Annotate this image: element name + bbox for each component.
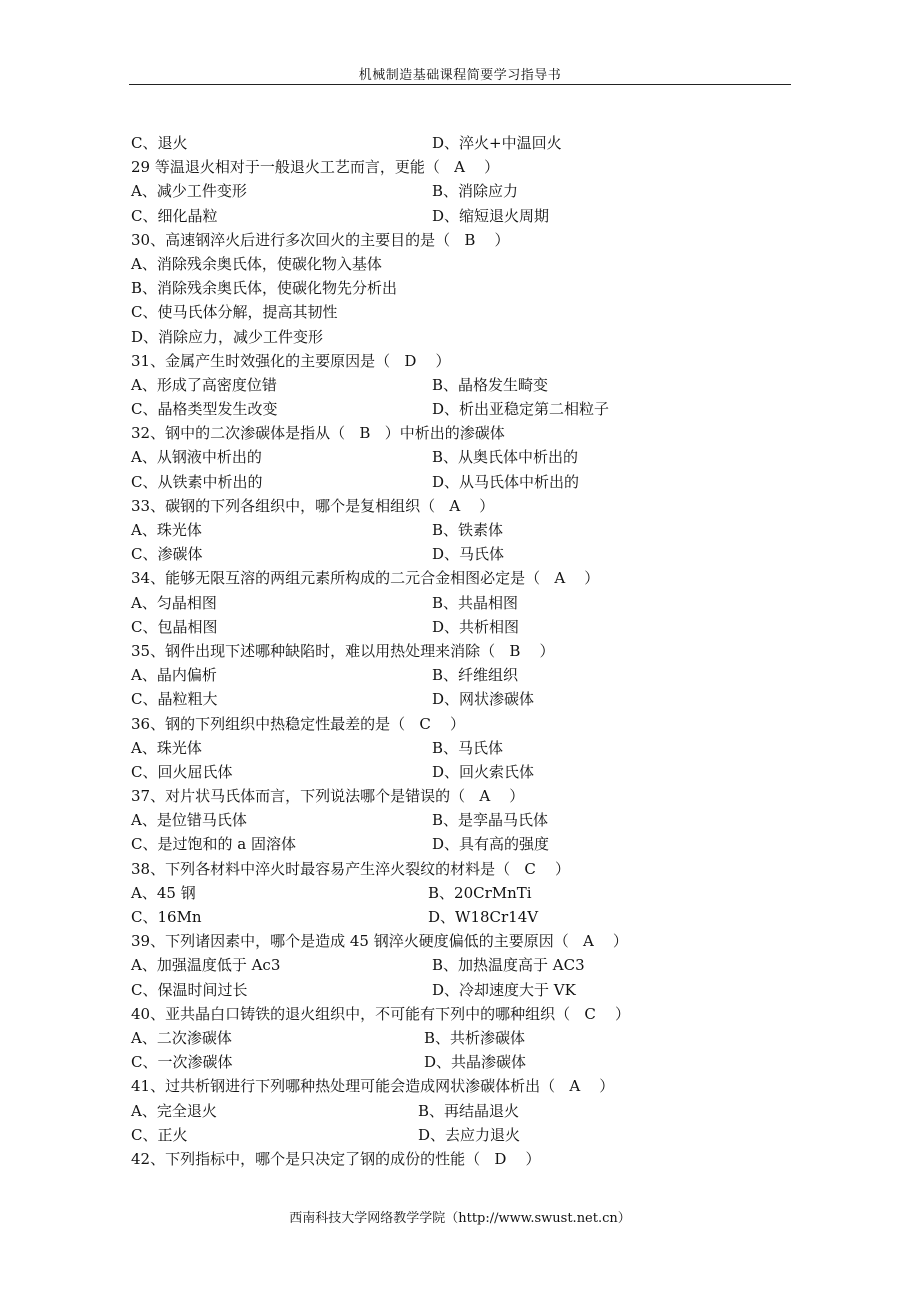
option-right: D、冷却速度大于 VK (432, 980, 576, 999)
option-left: C、一次渗碳体 (131, 1053, 233, 1072)
question-text: 37、对片状马氏体而言，下列说法哪个是错误的（ A ） (131, 787, 525, 806)
option-right: D、网状渗碳体 (432, 690, 535, 709)
question-text: C、使马氏体分解，提高其韧性 (131, 303, 338, 322)
option-right: D、共析相图 (432, 617, 520, 636)
option-row (131, 591, 791, 615)
option-right: D、从马氏体中析出的 (432, 472, 580, 491)
question-text: 38、下列各材料中淬火时最容易产生淬火裂纹的材料是（ C ） (131, 859, 570, 878)
option-left: C、晶粒粗大 (131, 690, 218, 709)
option-left: A、完全退火 (131, 1101, 217, 1120)
question-line (131, 566, 791, 590)
option-left: C、是过饱和的 a 固溶体 (131, 835, 296, 854)
option-left: A、二次渗碳体 (131, 1028, 232, 1047)
option-row (131, 1099, 791, 1123)
option-left: C、晶格类型发生改变 (131, 400, 278, 419)
question-line (131, 252, 791, 276)
option-left: C、渗碳体 (131, 545, 203, 564)
option-row (131, 736, 791, 760)
option-left: A、晶内偏析 (131, 666, 217, 685)
option-row (131, 397, 791, 421)
option-right: B、纤维组织 (432, 666, 519, 685)
question-text: 32、钢中的二次渗碳体是指从（ B ）中析出的渗碳体 (131, 424, 505, 443)
option-row (131, 542, 791, 566)
question-text: 29 等温退火相对于一般退火工艺而言，更能（ A ） (131, 158, 500, 177)
question-text: 41、过共析钢进行下列哪种热处理可能会造成网状渗碳体析出（ A ） (131, 1077, 615, 1096)
option-right: D、析出亚稳定第二相粒子 (432, 400, 610, 419)
option-left: A、45 钢 (131, 883, 196, 902)
question-line (131, 300, 791, 324)
option-right: D、缩短退火周期 (432, 206, 550, 225)
question-line (131, 1074, 791, 1098)
option-row (131, 373, 791, 397)
option-right: D、回火索氏体 (432, 762, 535, 781)
option-row (131, 832, 791, 856)
option-left: A、珠光体 (131, 738, 202, 757)
option-left: C、保温时间过长 (131, 980, 248, 999)
question-line (131, 155, 791, 179)
question-line (131, 639, 791, 663)
header-rule (129, 84, 791, 85)
option-right: B、共晶相图 (432, 593, 519, 612)
question-text: 40、亚共晶白口铸铁的退火组织中，不可能有下列中的哪种组织（ C ） (131, 1004, 630, 1023)
question-line (131, 494, 791, 518)
option-left: A、珠光体 (131, 521, 202, 539)
question-text: 30、高速钢淬火后进行多次回火的主要目的是（ B ） (131, 230, 510, 249)
option-right: B、加热温度高于 AC3 (432, 956, 585, 975)
option-row (131, 760, 791, 784)
option-left: A、加强温度低于 Ac3 (131, 956, 281, 975)
question-line (131, 349, 791, 373)
option-right: B、再结晶退火 (418, 1101, 520, 1120)
page-footer: 西南科技大学网络教学学院（http://www.swust.net.cn） (289, 1211, 631, 1226)
question-text: 34、能够无限互溶的两组元素所构成的二元合金相图必定是（ A ） (131, 569, 600, 588)
option-left: C、退火 (131, 134, 188, 152)
option-row (131, 615, 791, 639)
question-text: D、消除应力，减少工件变形 (131, 327, 324, 346)
question-line (131, 421, 791, 445)
question-line (131, 857, 791, 881)
option-right: B、20CrMnTi (428, 883, 532, 902)
option-row (131, 687, 791, 711)
option-left: C、细化晶粒 (131, 206, 218, 225)
question-list (131, 131, 791, 1171)
question-line (131, 1147, 791, 1171)
option-right: D、共晶渗碳体 (424, 1053, 527, 1072)
question-text: 42、下列指标中，哪个是只决定了钢的成份的性能（ D ） (131, 1149, 541, 1168)
option-right: B、马氏体 (432, 738, 504, 757)
option-row (131, 445, 791, 469)
option-row (131, 179, 791, 203)
question-text: 31、金属产生时效强化的主要原因是（ D ） (131, 351, 451, 370)
question-text: 35、钢件出现下述哪种缺陷时，难以用热处理来消除（ B ） (131, 641, 555, 660)
option-row (131, 905, 791, 929)
question-line (131, 325, 791, 349)
question-line (131, 228, 791, 252)
option-right: B、铁素体 (432, 521, 504, 539)
option-row (131, 881, 791, 905)
option-left: C、从铁素中析出的 (131, 472, 263, 491)
option-row (131, 808, 791, 832)
option-row (131, 953, 791, 977)
option-left: C、正火 (131, 1125, 188, 1144)
question-line (131, 929, 791, 953)
option-row (131, 204, 791, 228)
question-line (131, 1002, 791, 1026)
option-left: A、减少工件变形 (131, 182, 247, 201)
option-row (131, 518, 791, 542)
option-left: C、包晶相图 (131, 617, 218, 636)
question-text: 33、碳钢的下列各组织中，哪个是复相组织（ A ） (131, 496, 495, 515)
option-right: B、晶格发生畸变 (432, 375, 549, 394)
question-line (131, 276, 791, 300)
option-left: C、回火屈氏体 (131, 762, 233, 781)
option-row (131, 1123, 791, 1147)
question-line (131, 712, 791, 736)
option-left: A、从钢液中析出的 (131, 448, 262, 467)
option-right: B、消除应力 (432, 182, 519, 201)
option-left: A、是位错马氏体 (131, 811, 247, 830)
option-row (131, 1050, 791, 1074)
option-row (131, 663, 791, 687)
option-right: D、马氏体 (432, 545, 505, 564)
option-row (131, 131, 791, 155)
option-left: A、形成了高密度位错 (131, 375, 277, 394)
option-row (131, 1026, 791, 1050)
option-right: D、去应力退火 (418, 1125, 521, 1144)
question-text: B、消除残余奥氏体，使碳化物先分析出 (131, 279, 398, 298)
option-row (131, 470, 791, 494)
question-text: 39、下列诸因素中，哪个是造成 45 钢淬火硬度偏低的主要原因（ A ） (131, 932, 628, 951)
page-header: 机械制造基础课程简要学习指导书 (358, 68, 562, 83)
question-text: A、消除残余奥氏体，使碳化物入基体 (131, 254, 382, 273)
question-text: 36、钢的下列组织中热稳定性最差的是（ C ） (131, 714, 465, 733)
option-left: C、16Mn (131, 908, 202, 926)
option-right: B、是孪晶马氏体 (432, 811, 549, 830)
option-left: A、匀晶相图 (131, 593, 217, 612)
option-right: B、从奥氏体中析出的 (432, 448, 579, 467)
option-row (131, 978, 791, 1002)
option-right: D、具有高的强度 (432, 835, 550, 854)
question-line (131, 784, 791, 808)
option-right: B、共析渗碳体 (424, 1028, 526, 1047)
option-right: D、W18Cr14V (428, 908, 539, 926)
option-right: D、淬火+中温回火 (432, 134, 562, 152)
